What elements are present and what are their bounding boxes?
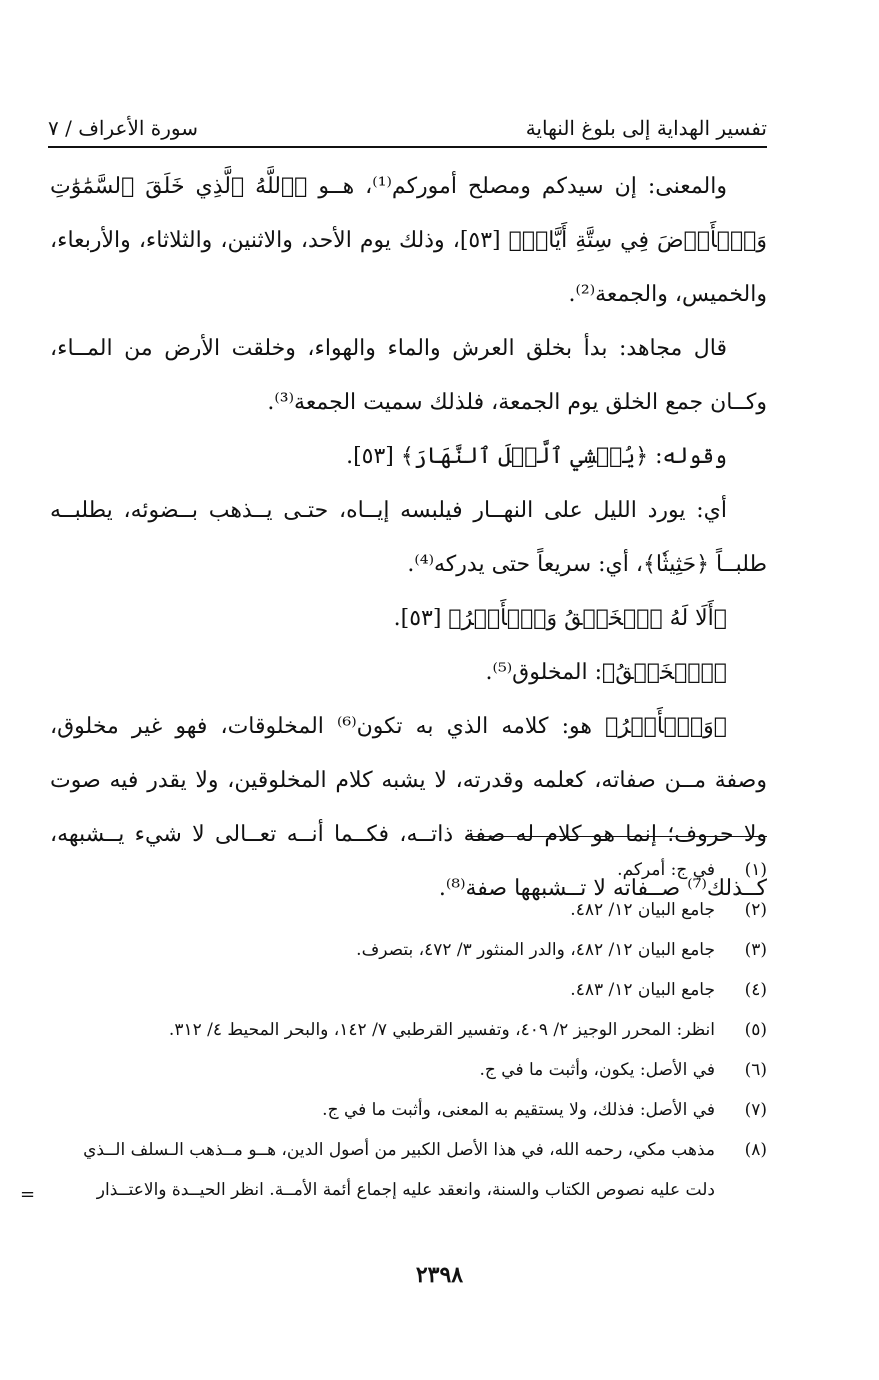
footnote-text: جامع البيان ١٢/ ٤٨٢، والدر المنثور ٣/ ٤٧٢، بتصرف. xyxy=(356,940,715,960)
paragraph: قال مجاهد: بدأ بخلق العرش والماء والهواء، وخلقت الأرض من المــاء، وكــان جمع الخلق يوم الجمعة، فلذلك سميت الجمعة⁽³⁾. xyxy=(50,336,767,415)
running-header xyxy=(48,100,767,140)
footnotes xyxy=(50,850,767,1210)
header-rule xyxy=(48,146,767,148)
footnote-text: مذهب مكي، رحمه الله، في هذا الأصل الكبير من أصول الدين، هــو مــذهب الـسلف الــذي xyxy=(83,1140,715,1160)
paragraph: ﴿أَلَا لَهُ ٱلۡخَلۡقُ وَٱلۡأَمۡرُ﴾ [٥٣]. xyxy=(393,606,727,631)
surah-title: سورة الأعراف / ٧ xyxy=(48,116,199,140)
footnote-text: في الأصل: فذلك، ولا يستقيم به المعنى، وأثبت ما في ج. xyxy=(322,1100,715,1120)
paragraph: ﴿وَٱلۡأَمۡرُ﴾ هو: كلامه الذي به تكون⁽⁶⁾ المخلوقات، فهو غير مخلوق، وصفة مــن صفاته، كعلمه وقدرته، لا يشبه كلام المخلوقين، ولا يقدر فيه صوت ولا حروف؛ إنما هو كلام له صفة ذاتــه، فكــما أنــه تعــالى لا شيء يــشبهه، كــذلك⁽⁷⁾ صــفاته لا تــشبهها صفة⁽⁸⁾. xyxy=(50,714,767,901)
footnote-text: في الأصل: يكون، وأثبت ما في ج. xyxy=(479,1060,715,1080)
footnote xyxy=(50,890,767,930)
footnote-text: انظر: المحرر الوجيز ٢/ ٤٠٩، وتفسير القرطبي ٧/ ١٤٢، والبحر المحيط ٤/ ٣١٢. xyxy=(168,1020,715,1040)
footnote-number: (٤) xyxy=(744,980,767,1000)
paragraph: والمعنى: إن سيدكم ومصلح أموركم⁽¹⁾، هــو ﴿ٱللَّهُ ٱلَّذِي خَلَقَ ٱلسَّمَٰوَٰتِ وَٱلۡأَرۡضَ فِي سِتَّةِ أَيَّامٖ﴾ [٥٣]، وذلك يوم الأحد، والاثنين، والثلاثاء، والأربعاء، والخميس، والجمعة⁽²⁾. xyxy=(50,174,767,307)
footnote-text: في ج: أمركم. xyxy=(617,860,715,880)
footnote-number: (٥) xyxy=(744,1020,767,1040)
book-title: تفسير الهداية إلى بلوغ النهاية xyxy=(525,116,767,140)
footnote-rule xyxy=(467,836,767,837)
footnote xyxy=(50,930,767,970)
footnote-number: (٢) xyxy=(744,900,767,920)
footnote-continuation: دلت عليه نصوص الكتاب والسنة، وانعقد عليه إجماع أئمة الأمــة. انظر الحيــدة والاعتــذار xyxy=(96,1180,715,1200)
footnote-number: (٣) xyxy=(744,940,767,960)
footnote-text: جامع البيان ١٢/ ٤٨٢. xyxy=(570,900,715,920)
footnote xyxy=(50,1050,767,1090)
footnote xyxy=(50,850,767,890)
paragraph: وقوله: ﴿يُغۡشِي ٱلَّيۡلَ ٱلنَّهَارَ﴾ [٥٣]. xyxy=(346,444,727,469)
paragraph: ﴿ٱلۡخَلۡقُ﴾: المخلوق⁽⁵⁾. xyxy=(485,660,727,685)
footnote xyxy=(50,1090,767,1130)
footnote-number: (١) xyxy=(744,860,767,880)
paragraph: أي: يورد الليل على النهــار فيلبسه إيــاه، حتـى يــذهب بــضوئه، يطلبــه طلبــاً ﴿حَثِيثٗا﴾، أي: سريعاً حتى يدركه⁽⁴⁾. xyxy=(50,498,767,577)
footnote-text: جامع البيان ١٢/ ٤٨٣. xyxy=(570,980,715,1000)
footnote xyxy=(50,1010,767,1050)
footnote-number: (٦) xyxy=(744,1060,767,1080)
main-text xyxy=(50,160,767,916)
footnote xyxy=(50,970,767,1010)
footnote-number: (٧) xyxy=(744,1100,767,1120)
footnote xyxy=(50,1130,767,1170)
continuation-mark: = xyxy=(20,1184,36,1205)
footnote-number: (٨) xyxy=(744,1140,767,1160)
page-number: ٢٣٩٨ xyxy=(415,1262,464,1288)
